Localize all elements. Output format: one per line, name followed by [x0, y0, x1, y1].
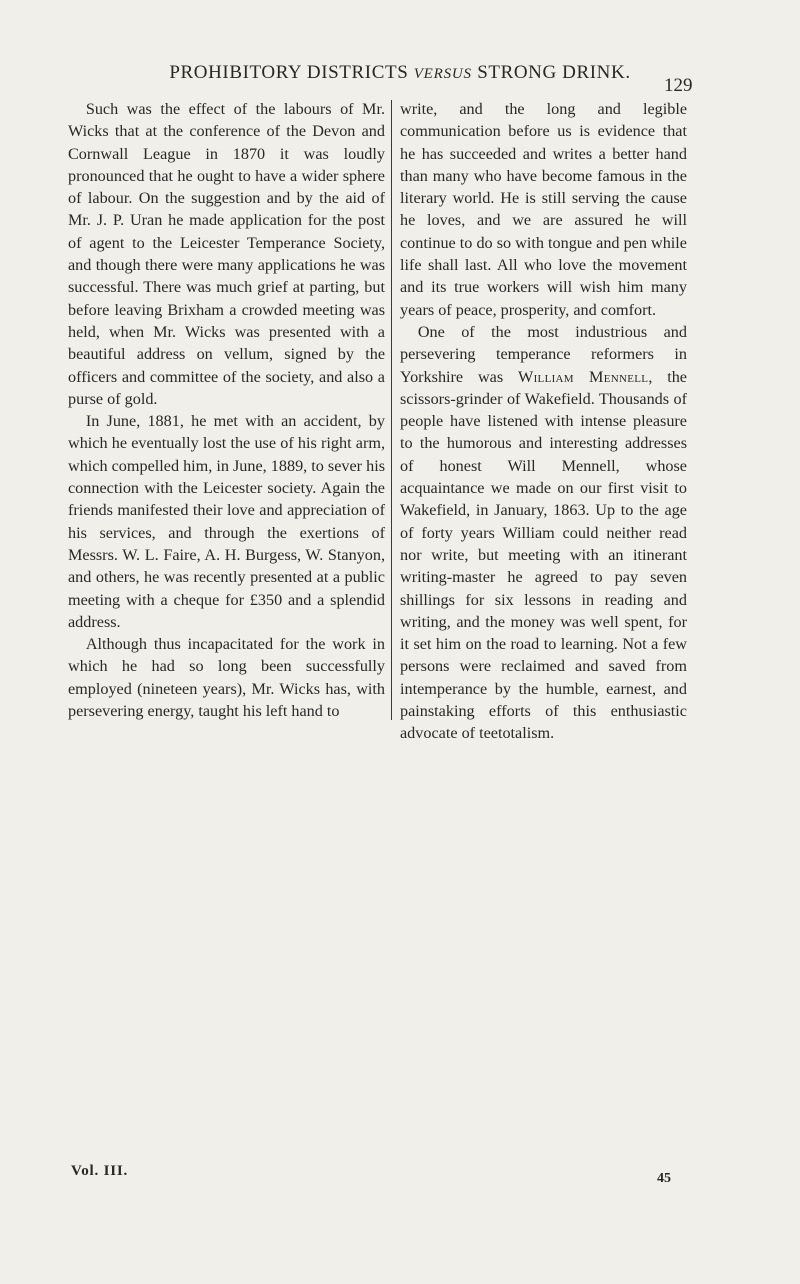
right-column	[400, 98, 687, 745]
running-head-title-right: STRONG DRINK.	[471, 62, 631, 83]
left-column	[68, 98, 385, 722]
left-paragraph-3: Although thus incapacitated for the work in which he had so long been successfully employed (nineteen years), Mr. Wicks has, with persevering energy, taught his left hand to	[68, 635, 385, 721]
column-divider-rule	[391, 100, 392, 720]
person-name-william-mennell: William Mennell	[518, 367, 649, 386]
signature-mark: 45	[657, 1171, 671, 1186]
right-paragraph-2-lead: One of the most industrious and persevering temperance reformers in Yorkshire was	[400, 322, 687, 386]
left-paragraph-1: Such was the effect of the labours of Mr. Wicks that at the conference of the Devon and Cornwall League in 1870 it was loudly pronounced that he ought to have a wider sphere of labour. On the suggestion and by the aid of Mr. J. P. Uran he made application for the post of agent to the Leicester Temperance Society, and though there were many applications he was successful. There was much grief at parting, but before leaving Brixham a crowded meeting was held, when Mr. Wicks was presented with a beautiful address on vellum, signed by the officers and committee of the society, and also a purse of gold.	[68, 100, 385, 408]
running-head-title-left: PROHIBITORY DISTRICTS	[169, 62, 414, 83]
right-paragraph-1: write, and the long and legible communication before us is evidence that he has succeeded and writes a better hand than many who have become famous in the literary world. He is still serving the cause he loves, and we are assured he will continue to do so with tongue and pen while life shall last. All who love the movement and its true workers will wish him many years of peace, prosperity, and comfort.	[400, 100, 687, 319]
volume-mark: Vol. III.	[71, 1163, 129, 1179]
running-head-versus: VERSUS	[413, 66, 472, 82]
left-paragraph-2: In June, 1881, he met with an accident, by which he eventually lost the use of his right arm, which compelled him, in June, 1889, to sever his connection with the Leicester society. Again the friends manifested their love and appreciation of his services, and through the exertions of Messrs. W. L. Faire, A. H. Burgess, W. Stanyon, and others, he was recently presented at a public meeting with a cheque for £350 and a splendid address.	[68, 412, 385, 631]
page-number: 129	[664, 75, 693, 96]
right-paragraph-2-body: , the scissors-grinder of Wakefield. Thousands of people have listened with intense pleasure to the humorous and interesting addresses of honest Will Mennell, whose acquaintance we made on our first visit to Wakefield, in January, 1863. Up to the age of forty years William could neither read nor write, but meeting with an itinerant writing-master he agreed to pay seven shillings for six lessons in reading and writing, and the money was well spent, for it set him on the road to learning. Not a few persons were reclaimed and saved from intemperance by the humble, earnest, and painstaking efforts of this enthusiastic advocate of teetotalism.	[400, 367, 687, 743]
right-paragraph-2	[400, 321, 687, 745]
